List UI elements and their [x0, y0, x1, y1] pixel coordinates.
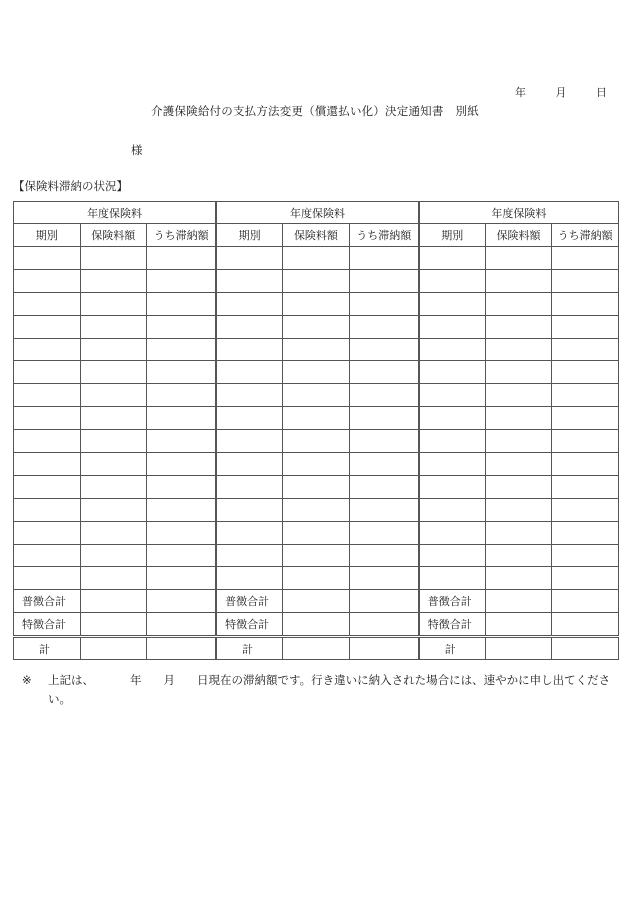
table-cell[interactable] [283, 338, 350, 361]
table-cell[interactable] [283, 407, 350, 430]
normal-subtotal-label: 普徴合計 [216, 590, 283, 613]
table-cell[interactable] [80, 430, 147, 453]
group-header: 年度保険料 [419, 202, 619, 224]
table-cell[interactable] [147, 384, 217, 407]
table-cell[interactable] [14, 315, 81, 338]
table-cell[interactable] [349, 453, 419, 476]
table-cell[interactable] [485, 637, 552, 660]
table-cell[interactable] [147, 613, 217, 637]
table-cell[interactable] [14, 453, 81, 476]
date-month-label: 月 [555, 86, 567, 99]
table-cell[interactable] [80, 338, 147, 361]
table-cell[interactable] [147, 247, 217, 270]
table-cell[interactable] [283, 637, 350, 660]
table-cell[interactable] [419, 384, 486, 407]
table-cell[interactable] [349, 637, 419, 660]
group-header-row [14, 202, 619, 224]
table-cell[interactable] [485, 498, 552, 521]
table-cell[interactable] [349, 361, 419, 384]
table-cell[interactable] [485, 361, 552, 384]
table-cell[interactable] [349, 521, 419, 544]
document-title [0, 103, 630, 119]
table-cell[interactable] [14, 269, 81, 292]
table-cell[interactable] [14, 498, 81, 521]
column-header-arrears: うち滞納額 [349, 224, 419, 247]
table-cell[interactable] [419, 338, 486, 361]
table-cell[interactable] [552, 384, 619, 407]
table-cell[interactable] [283, 475, 350, 498]
table-cell[interactable] [216, 247, 283, 270]
table-cell[interactable] [14, 361, 81, 384]
table-cell[interactable] [283, 521, 350, 544]
table-cell[interactable] [349, 338, 419, 361]
table-cell[interactable] [419, 315, 486, 338]
table-row [14, 407, 619, 430]
table-cell[interactable] [80, 361, 147, 384]
section-heading: 【保険料滞納の状況】 [13, 179, 128, 193]
normal-subtotal-label: 普徴合計 [419, 590, 486, 613]
table-cell[interactable] [419, 430, 486, 453]
table-cell[interactable] [552, 544, 619, 567]
table-cell[interactable] [349, 292, 419, 315]
note-year-label: 年 [130, 673, 142, 687]
table-cell[interactable] [216, 544, 283, 567]
table-cell[interactable] [283, 361, 350, 384]
table-row [14, 247, 619, 270]
table-cell[interactable] [283, 315, 350, 338]
table-cell[interactable] [14, 521, 81, 544]
table-cell[interactable] [147, 475, 217, 498]
note-mark: ※ [22, 673, 32, 687]
note-month-label: 月 [163, 673, 175, 687]
table-cell[interactable] [552, 315, 619, 338]
document-title-sub: 別紙 [455, 104, 479, 118]
table-cell[interactable] [552, 453, 619, 476]
table-cell[interactable] [147, 430, 217, 453]
table-cell[interactable] [349, 613, 419, 637]
table-row [14, 498, 619, 521]
group-header: 年度保険料 [14, 202, 217, 224]
table-cell[interactable] [349, 407, 419, 430]
table-cell[interactable] [419, 247, 486, 270]
note-suffix: 日現在の滞納額です。行き違いに納入された場合には、速やかに申し出てください。 [48, 673, 611, 706]
table-cell[interactable] [80, 315, 147, 338]
table-cell[interactable] [80, 567, 147, 590]
table-cell[interactable] [419, 498, 486, 521]
table-cell[interactable] [80, 269, 147, 292]
table-cell[interactable] [552, 407, 619, 430]
arrears-table [13, 201, 619, 660]
table-cell[interactable] [80, 544, 147, 567]
table-cell[interactable] [216, 269, 283, 292]
table-cell[interactable] [216, 315, 283, 338]
table-cell[interactable] [552, 430, 619, 453]
table-cell[interactable] [283, 430, 350, 453]
table-cell[interactable] [283, 544, 350, 567]
document-title-main: 介護保険給付の支払方法変更（償還払い化）決定通知書 [151, 104, 444, 118]
table-cell[interactable] [283, 498, 350, 521]
table-cell[interactable] [80, 292, 147, 315]
table-cell[interactable] [283, 384, 350, 407]
table-cell[interactable] [147, 521, 217, 544]
table-cell[interactable] [349, 384, 419, 407]
table-cell[interactable] [419, 269, 486, 292]
column-header-arrears: うち滞納額 [552, 224, 619, 247]
table-cell[interactable] [552, 269, 619, 292]
special-subtotal-label: 特徴合計 [216, 613, 283, 637]
table-row [14, 544, 619, 567]
table-cell[interactable] [216, 567, 283, 590]
special-subtotal-row [14, 613, 619, 637]
special-subtotal-label: 特徴合計 [14, 613, 81, 637]
table-cell[interactable] [14, 544, 81, 567]
table-cell[interactable] [14, 338, 81, 361]
table-cell[interactable] [552, 521, 619, 544]
total-row [14, 637, 619, 660]
table-cell[interactable] [147, 544, 217, 567]
column-header-period: 期別 [419, 224, 486, 247]
column-header-premium: 保険料額 [485, 224, 552, 247]
table-cell[interactable] [14, 292, 81, 315]
table-cell[interactable] [552, 613, 619, 637]
table-cell[interactable] [216, 292, 283, 315]
table-cell[interactable] [80, 521, 147, 544]
table-cell[interactable] [147, 361, 217, 384]
table-cell[interactable] [349, 430, 419, 453]
table-cell[interactable] [419, 567, 486, 590]
column-header-premium: 保険料額 [283, 224, 350, 247]
table-row [14, 430, 619, 453]
table-row [14, 384, 619, 407]
column-header-arrears: うち滞納額 [147, 224, 217, 247]
table-cell[interactable] [552, 361, 619, 384]
table-cell[interactable] [14, 475, 81, 498]
table-cell[interactable] [283, 453, 350, 476]
table-cell[interactable] [485, 407, 552, 430]
column-header-period: 期別 [14, 224, 81, 247]
table-cell[interactable] [80, 407, 147, 430]
table-cell[interactable] [419, 521, 486, 544]
table-cell[interactable] [14, 247, 81, 270]
table-cell[interactable] [419, 407, 486, 430]
table-cell[interactable] [349, 567, 419, 590]
table-cell[interactable] [216, 521, 283, 544]
table-cell[interactable] [283, 269, 350, 292]
table-cell[interactable] [80, 613, 147, 637]
table-cell[interactable] [14, 384, 81, 407]
table-cell[interactable] [216, 430, 283, 453]
table-cell[interactable] [485, 292, 552, 315]
table-cell[interactable] [419, 361, 486, 384]
table-row [14, 521, 619, 544]
table-cell[interactable] [349, 475, 419, 498]
table-cell[interactable] [552, 590, 619, 613]
addressee: 様 [131, 143, 143, 157]
date-year-label: 年 [515, 86, 526, 99]
table-cell[interactable] [147, 567, 217, 590]
total-label: 計 [14, 637, 81, 660]
table-row [14, 567, 619, 590]
date-day-label: 日 [596, 86, 607, 99]
table-cell[interactable] [485, 430, 552, 453]
table-cell[interactable] [147, 590, 217, 613]
table-cell[interactable] [80, 590, 147, 613]
table-cell[interactable] [419, 292, 486, 315]
issue-date [515, 84, 607, 100]
table-cell[interactable] [14, 430, 81, 453]
table-cell[interactable] [283, 613, 350, 637]
footnote [22, 671, 618, 709]
group-header: 年度保険料 [216, 202, 419, 224]
table-cell[interactable] [147, 453, 217, 476]
table-cell[interactable] [80, 384, 147, 407]
normal-subtotal-label: 普徴合計 [14, 590, 81, 613]
table-row [14, 338, 619, 361]
table-cell[interactable] [216, 361, 283, 384]
normal-subtotal-row [14, 590, 619, 613]
table-cell[interactable] [283, 292, 350, 315]
table-cell[interactable] [485, 590, 552, 613]
table-cell[interactable] [147, 292, 217, 315]
table-cell[interactable] [80, 453, 147, 476]
table-cell[interactable] [485, 475, 552, 498]
table-cell[interactable] [80, 498, 147, 521]
table-cell[interactable] [552, 338, 619, 361]
table-row [14, 453, 619, 476]
table-cell[interactable] [485, 338, 552, 361]
table-cell[interactable] [419, 475, 486, 498]
table-cell[interactable] [419, 453, 486, 476]
table-cell[interactable] [552, 637, 619, 660]
table-cell[interactable] [216, 338, 283, 361]
table-cell[interactable] [216, 475, 283, 498]
table-cell[interactable] [552, 498, 619, 521]
table-cell[interactable] [485, 613, 552, 637]
table-cell[interactable] [14, 407, 81, 430]
table-cell[interactable] [349, 544, 419, 567]
table-cell[interactable] [419, 544, 486, 567]
table-cell[interactable] [147, 269, 217, 292]
table-cell[interactable] [485, 567, 552, 590]
column-header-row [14, 224, 619, 247]
table-cell[interactable] [485, 269, 552, 292]
table-cell[interactable] [552, 247, 619, 270]
note-prefix: 上記は、 [48, 673, 94, 687]
table-cell[interactable] [349, 269, 419, 292]
table-cell[interactable] [147, 338, 217, 361]
table-cell[interactable] [552, 292, 619, 315]
table-cell[interactable] [283, 567, 350, 590]
table-row [14, 361, 619, 384]
column-header-period: 期別 [216, 224, 283, 247]
table-cell[interactable] [485, 521, 552, 544]
table-cell[interactable] [485, 453, 552, 476]
table-cell[interactable] [80, 475, 147, 498]
total-label: 計 [419, 637, 486, 660]
table-cell[interactable] [283, 590, 350, 613]
table-cell[interactable] [485, 315, 552, 338]
table-cell[interactable] [147, 407, 217, 430]
table-cell[interactable] [147, 315, 217, 338]
table-row [14, 292, 619, 315]
table-cell[interactable] [283, 247, 350, 270]
table-cell[interactable] [485, 544, 552, 567]
table-row [14, 315, 619, 338]
table-cell[interactable] [552, 567, 619, 590]
table-cell[interactable] [216, 453, 283, 476]
table-cell[interactable] [552, 475, 619, 498]
special-subtotal-label: 特徴合計 [419, 613, 486, 637]
total-label: 計 [216, 637, 283, 660]
table-row [14, 269, 619, 292]
table-cell[interactable] [216, 407, 283, 430]
table-cell[interactable] [485, 384, 552, 407]
table-cell[interactable] [80, 637, 147, 660]
table-cell[interactable] [147, 637, 217, 660]
table-cell[interactable] [14, 567, 81, 590]
table-cell[interactable] [349, 315, 419, 338]
table-cell[interactable] [349, 247, 419, 270]
column-header-premium: 保険料額 [80, 224, 147, 247]
table-cell[interactable] [349, 590, 419, 613]
table-cell[interactable] [147, 498, 217, 521]
table-cell[interactable] [349, 498, 419, 521]
table-cell[interactable] [485, 247, 552, 270]
table-cell[interactable] [216, 498, 283, 521]
table-cell[interactable] [216, 384, 283, 407]
table-body [14, 247, 619, 660]
table-cell[interactable] [80, 247, 147, 270]
table-row [14, 475, 619, 498]
